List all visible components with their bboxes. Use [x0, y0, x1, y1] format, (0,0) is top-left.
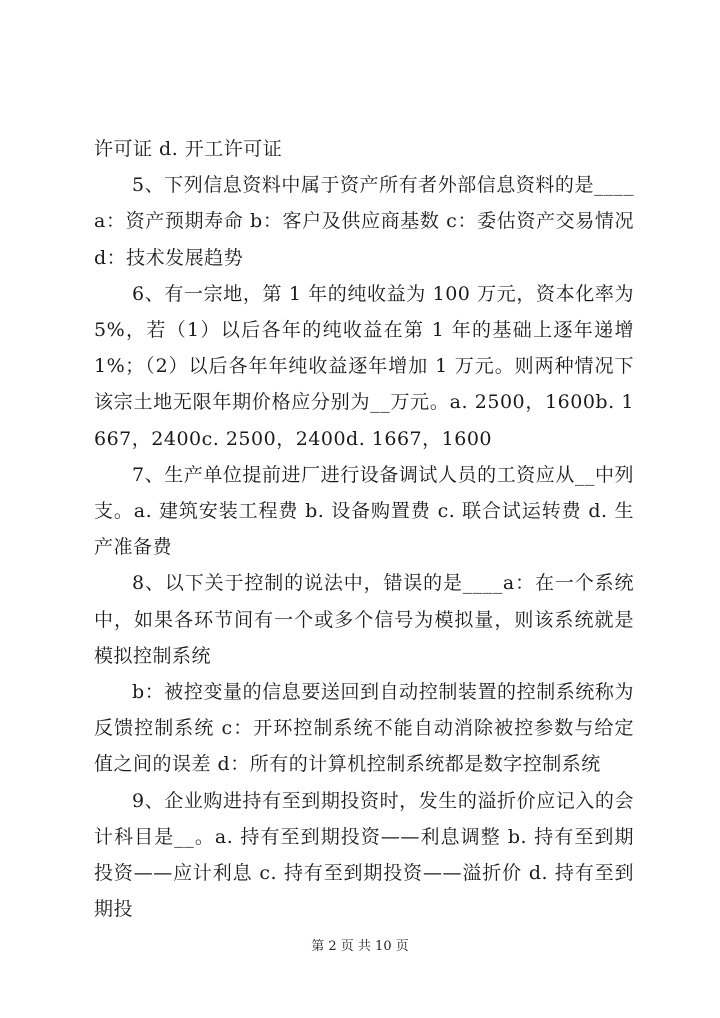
paragraph-continuation: 许可证 d. 开工许可证 [94, 138, 283, 160]
page-number-footer: 第 2 页 共 10 页 [311, 939, 409, 954]
question-8-options: b：被控变量的信息要送回到自动控制装置的控制系统称为反馈控制系统 c：开环控制系统不能自动消除被控参数与给定值之间的误差 d：所有的计算机控制系统都是数字控制系统 [94, 681, 634, 776]
question-8: 8、以下关于控制的说法中，错误的是____a：在一个系统中，如果各环节间有一个或多个信号为模拟量，则该系统就是模拟控制系统 [94, 572, 634, 667]
document-body [94, 131, 634, 927]
question-6: 6、有一宗地，第 1 年的纯收益为 100 万元，资本化率为 5%，若（1）以后各年的纯收益在第 1 年的基础上逐年递增 1%；（2）以后各年年纯收益逐年增加 1 万元。则两种情况下该宗土地无限年期价格应分别为__万元。a. 2500，1600b. 1667，2400c. 2500，2400d. 1667，1600 [94, 282, 634, 450]
question-7: 7、生产单位提前进厂进行设备调试人员的工资应从__中列支。a. 建筑安装工程费 b. 设备购置费 c. 联合试运转费 d. 生产准备费 [94, 463, 634, 559]
question-5: 5、下列信息资料中属于资产所有者外部信息资料的是____a：资产预期寿命 b：客户及供应商基数 c：委估资产交易情况 d：技术发展趋势 [94, 174, 634, 269]
question-9: 9、企业购进持有至到期投资时，发生的溢折价应记入的会计科目是__。a. 持有至到期投资——利息调整 b. 持有至到期投资——应计利息 c. 持有至到期投资——溢折价 d. 持有至到期投 [94, 789, 634, 921]
